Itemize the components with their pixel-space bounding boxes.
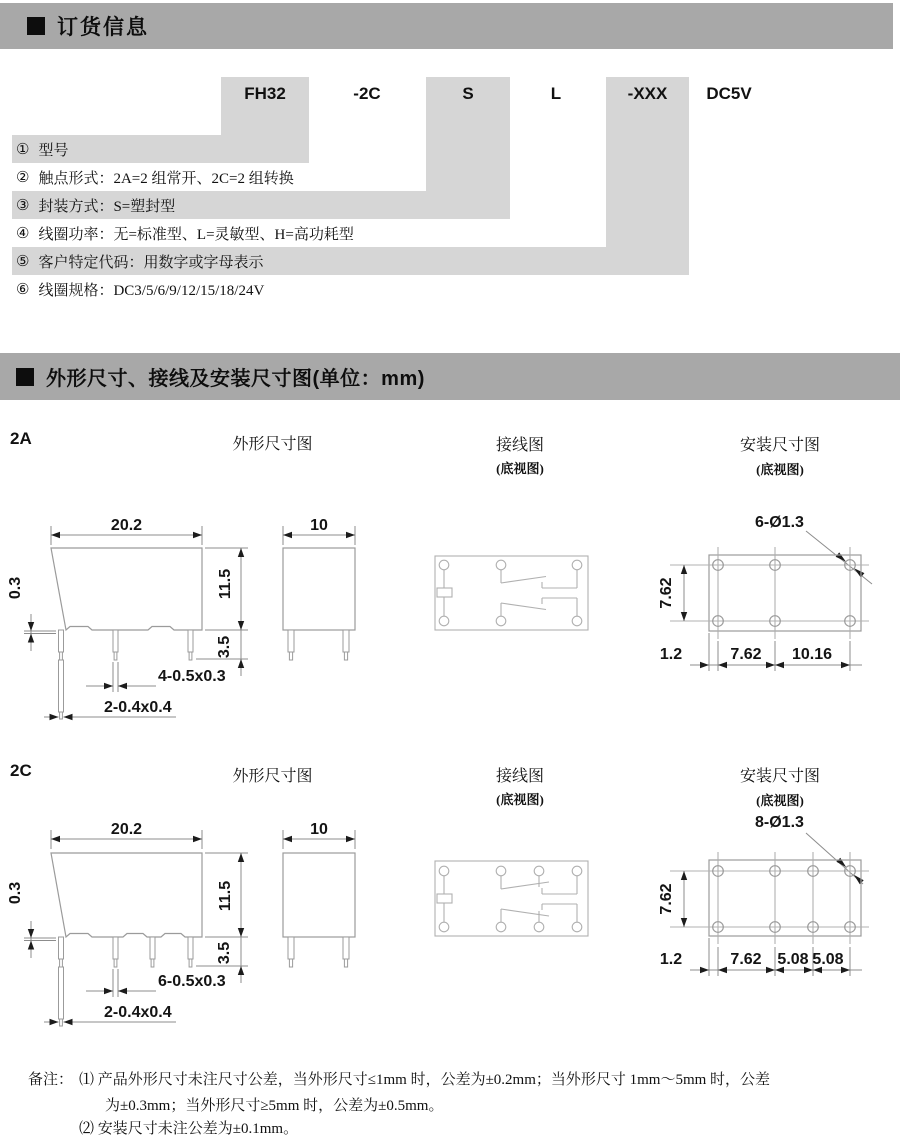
wiring-subtitle-2a: (底视图) — [496, 461, 544, 476]
code-part-contact-form: -2C — [353, 84, 381, 103]
relay-front-view-2c — [7, 821, 248, 1026]
outline-title-2c: 外形尺寸图 — [232, 768, 313, 785]
code-part-coil-voltage: DC5V — [706, 84, 752, 103]
section-title-ordering: 订货信息 — [57, 16, 149, 39]
row-text: 线圈功率：无=标准型、L=灵敏型、H=高功耗型 — [38, 226, 354, 243]
ordering-row-1 — [12, 135, 309, 163]
dim-side-width-2c: 10 — [310, 821, 328, 838]
dim-body-width-2a: 20.2 — [110, 517, 143, 534]
ordering-row-3 — [12, 191, 510, 219]
mount-edge-2a: 1.2 — [659, 646, 683, 663]
dim-pins-large-2a: 2-0.4x0.4 — [104, 699, 172, 716]
row-number: ③ — [16, 197, 30, 214]
section-square-icon — [27, 17, 45, 35]
dim-pin-length-2a: 3.5 — [216, 635, 233, 659]
notes-line-3: ⑵ 安装尺寸未注公差为±0.1mm。 — [79, 1121, 299, 1136]
mount-holes-label-2a: 6-Ø1.3 — [755, 514, 804, 531]
relay-side-view-2a — [283, 517, 355, 660]
mount-subtitle-2c: (底视图) — [756, 793, 804, 808]
dim-pins-small-2a: 4-0.5x0.3 — [158, 668, 226, 685]
mount-edge-2c: 1.2 — [659, 951, 683, 968]
code-part-model: FH32 — [244, 84, 286, 103]
section-square-icon — [16, 368, 34, 386]
dim-body-height-2a: 11.5 — [217, 568, 234, 600]
wiring-subtitle-2c: (底视图) — [496, 792, 544, 807]
mount-vpitch-2c: 7.62 — [658, 883, 675, 915]
ordering-row-6 — [12, 275, 612, 303]
row-number: ② — [16, 169, 30, 186]
ordering-row-2 — [12, 163, 612, 191]
row-text: 线圈规格：DC3/5/6/9/12/15/18/24V — [38, 282, 265, 299]
relay-front-view-2a — [7, 517, 248, 720]
wiring-title-2c: 接线图 — [495, 768, 544, 785]
notes-line-2: 为±0.3mm；当外形尺寸≥5mm 时，公差为±0.5mm。 — [105, 1098, 444, 1114]
section-title-dimensions: 外形尺寸、接线及安装尺寸图(单位：mm) — [46, 368, 425, 390]
dim-standoff-2c: 0.3 — [7, 881, 24, 905]
mount-title-2c: 安装尺寸图 — [739, 768, 820, 785]
row-number: ① — [16, 141, 30, 158]
mount-pitch2-2c: 5.08 — [777, 951, 809, 968]
mounting-diagram-2c — [658, 814, 869, 976]
drawings-2a — [0, 410, 900, 745]
mount-pitch3-2c: 5.08 — [812, 951, 844, 968]
code-part-package: S — [462, 84, 474, 103]
dim-body-height-2c: 11.5 — [217, 880, 234, 912]
row-text: 客户特定代码：用数字或字母表示 — [38, 254, 264, 271]
code-part-coil-power: L — [550, 84, 562, 103]
mount-vpitch-2a: 7.62 — [658, 577, 675, 609]
code-part-custom-code: -XXX — [627, 84, 668, 103]
row-number: ④ — [16, 225, 30, 242]
dim-pins-large-2c: 2-0.4x0.4 — [104, 1004, 172, 1021]
mounting-diagram-2a — [658, 514, 872, 671]
mount-pitch2-2a: 10.16 — [791, 646, 833, 663]
row-number: ⑥ — [16, 281, 30, 298]
mount-pitch1-2a: 7.62 — [730, 646, 762, 663]
row-text: 触点形式：2A=2 组常开、2C=2 组转换 — [38, 170, 294, 187]
outline-title-2a: 外形尺寸图 — [232, 436, 313, 453]
variant-label-2a: 2A — [10, 429, 32, 448]
row-text: 型号 — [38, 142, 69, 159]
dim-pins-small-2c: 6-0.5x0.3 — [158, 973, 226, 990]
wiring-diagram-2a — [435, 556, 588, 630]
section-header-ordering — [0, 3, 893, 49]
wiring-diagram-2c — [435, 861, 588, 936]
relay-side-view-2c — [283, 821, 355, 967]
ordering-row-5 — [12, 247, 689, 275]
dim-standoff-2a: 0.3 — [7, 576, 24, 600]
mount-subtitle-2a: (底视图) — [756, 462, 804, 477]
variant-label-2c: 2C — [10, 761, 32, 780]
ordering-row-4 — [12, 219, 612, 247]
row-text: 封装方式：S=塑封型 — [38, 198, 176, 215]
wiring-title-2a: 接线图 — [495, 437, 544, 454]
code-column-custom — [606, 77, 689, 275]
dim-side-width-2a: 10 — [310, 517, 328, 534]
notes-label: 备注： — [28, 1072, 74, 1088]
drawings-2c — [0, 745, 900, 1037]
dim-body-width-2c: 20.2 — [110, 821, 143, 838]
mount-pitch1-2c: 7.62 — [730, 951, 762, 968]
mount-holes-label-2c: 8-Ø1.3 — [755, 814, 804, 831]
section-header-dimensions — [0, 353, 900, 400]
row-number: ⑤ — [16, 253, 30, 270]
notes-line-1: ⑴ 产品外形尺寸未注尺寸公差，当外形尺寸≤1mm 时，公差为±0.2mm；当外形尺寸 1mm～5mm 时，公差 — [79, 1072, 771, 1088]
dim-pin-length-2c: 3.5 — [216, 941, 233, 965]
mount-title-2a: 安装尺寸图 — [739, 437, 820, 454]
